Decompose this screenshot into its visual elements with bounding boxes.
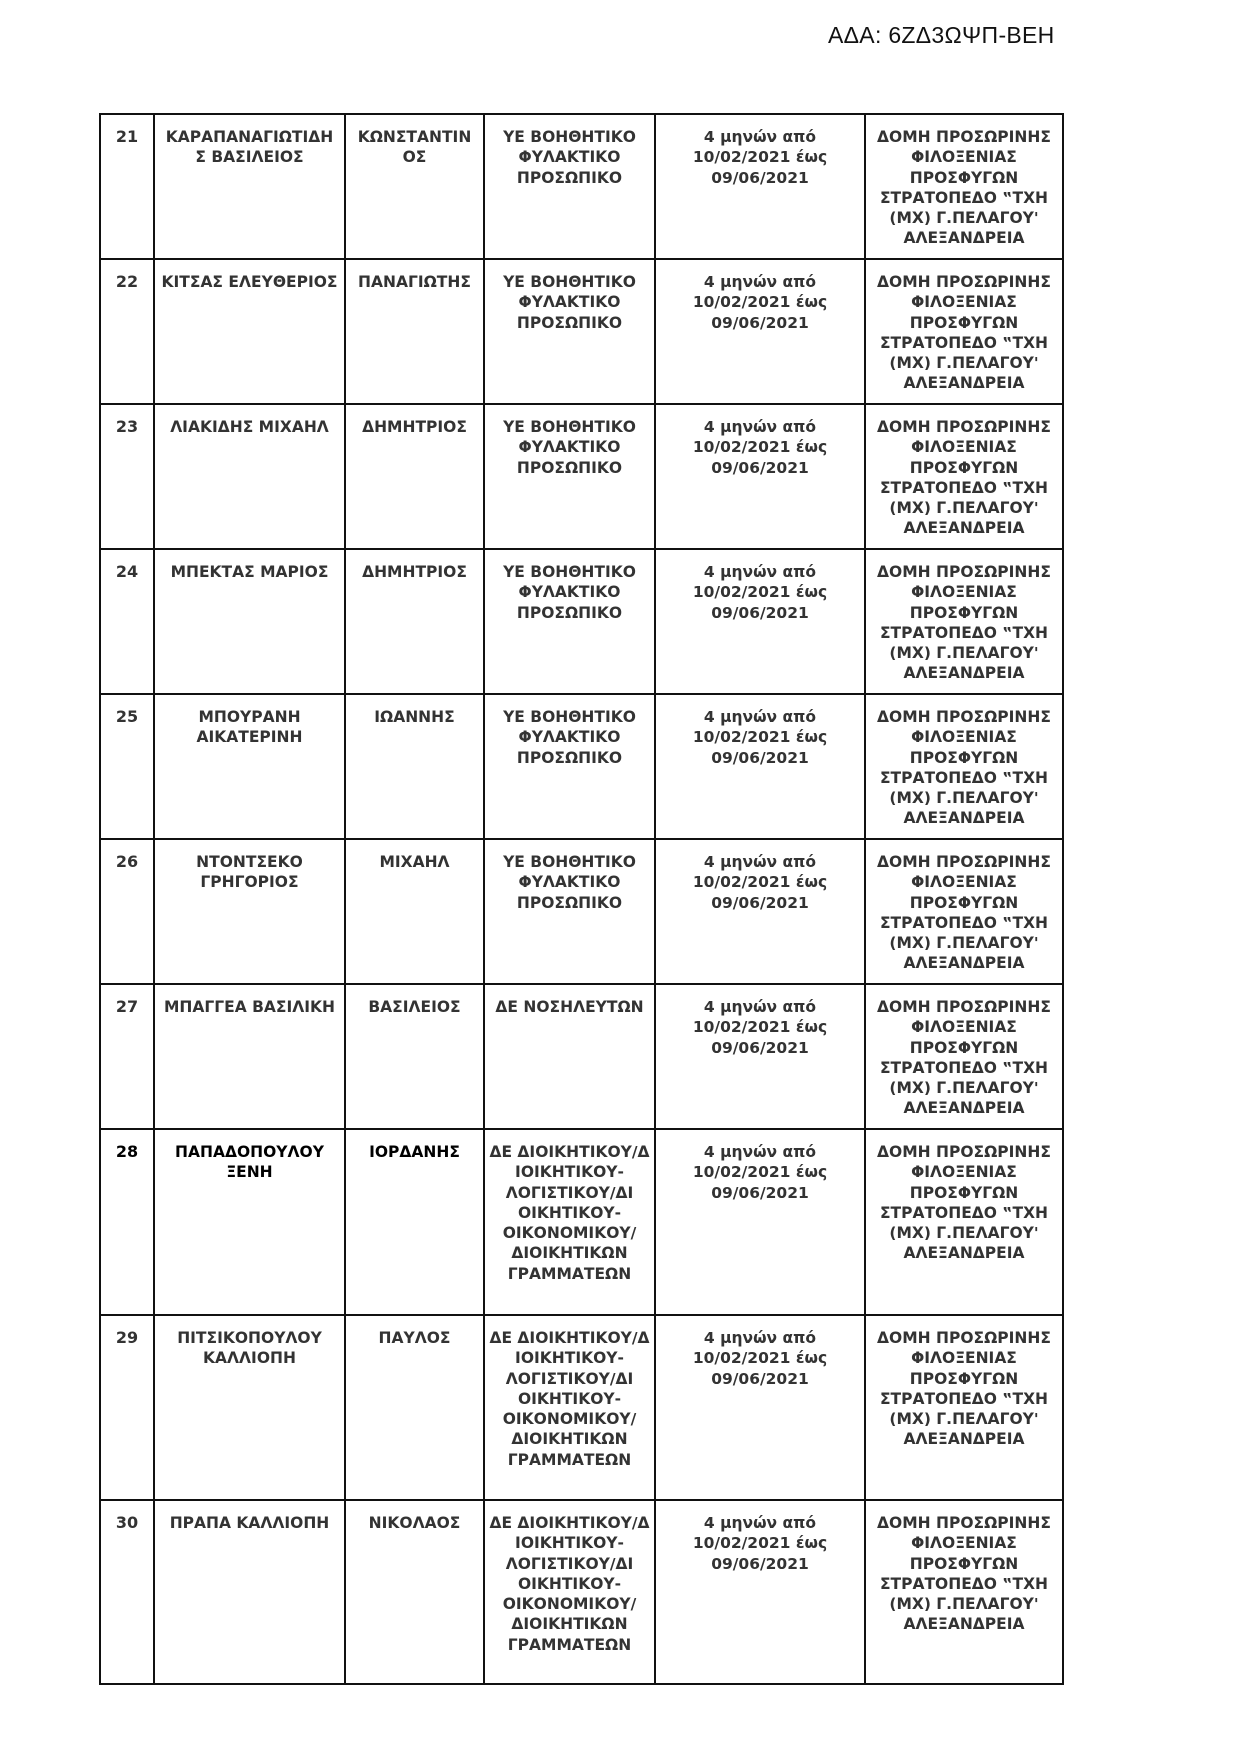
table-row bbox=[100, 694, 1063, 839]
row-number: 30 bbox=[100, 1500, 154, 1684]
employee-surname: ΜΠΑΓΓΕΑ ΒΑΣΙΛΙΚΗ bbox=[154, 984, 345, 1129]
document-ada-code: ΑΔΑ: 6ΖΔ3ΩΨΠ-ΒΕΗ bbox=[828, 22, 1055, 48]
father-name: ΚΩΝΣΤΑΝΤΙΝ ΟΣ bbox=[345, 114, 484, 259]
facility: ΔΟΜΗ ΠΡΟΣΩΡΙΝΗΣ ΦΙΛΟΞΕΝΙΑΣ ΠΡΟΣΦΥΓΩΝ ΣΤΡΑΤΟΠΕΔΟ ‟ΤΧΗ (ΜΧ) Γ.ΠΕΛΑΓΟΥ' ΑΛΕΞΑΝΔΡΕΙΑ bbox=[865, 404, 1063, 549]
row-number: 25 bbox=[100, 694, 154, 839]
row-number: 26 bbox=[100, 839, 154, 984]
contract-duration: 4 μηνών από 10/02/2021 έως 09/06/2021 bbox=[655, 1315, 865, 1500]
specialty: ΥΕ ΒΟΗΘΗΤΙΚΟ ΦΥΛΑΚΤΙΚΟ ΠΡΟΣΩΠΙΚΟ bbox=[484, 549, 655, 694]
staff-table bbox=[99, 113, 1064, 1685]
employee-surname: ΜΠΕΚΤΑΣ ΜΑΡΙΟΣ bbox=[154, 549, 345, 694]
facility: ΔΟΜΗ ΠΡΟΣΩΡΙΝΗΣ ΦΙΛΟΞΕΝΙΑΣ ΠΡΟΣΦΥΓΩΝ ΣΤΡΑΤΟΠΕΔΟ ‟ΤΧΗ (ΜΧ) Γ.ΠΕΛΑΓΟΥ' ΑΛΕΞΑΝΔΡΕΙΑ bbox=[865, 694, 1063, 839]
facility: ΔΟΜΗ ΠΡΟΣΩΡΙΝΗΣ ΦΙΛΟΞΕΝΙΑΣ ΠΡΟΣΦΥΓΩΝ ΣΤΡΑΤΟΠΕΔΟ ‟ΤΧΗ (ΜΧ) Γ.ΠΕΛΑΓΟΥ' ΑΛΕΞΑΝΔΡΕΙΑ bbox=[865, 1315, 1063, 1500]
contract-duration: 4 μηνών από 10/02/2021 έως 09/06/2021 bbox=[655, 839, 865, 984]
father-name: ΙΩΑΝΝΗΣ bbox=[345, 694, 484, 839]
facility: ΔΟΜΗ ΠΡΟΣΩΡΙΝΗΣ ΦΙΛΟΞΕΝΙΑΣ ΠΡΟΣΦΥΓΩΝ ΣΤΡΑΤΟΠΕΔΟ ‟ΤΧΗ (ΜΧ) Γ.ΠΕΛΑΓΟΥ' ΑΛΕΞΑΝΔΡΕΙΑ bbox=[865, 839, 1063, 984]
table-row bbox=[100, 1129, 1063, 1315]
facility: ΔΟΜΗ ΠΡΟΣΩΡΙΝΗΣ ΦΙΛΟΞΕΝΙΑΣ ΠΡΟΣΦΥΓΩΝ ΣΤΡΑΤΟΠΕΔΟ ‟ΤΧΗ (ΜΧ) Γ.ΠΕΛΑΓΟΥ' ΑΛΕΞΑΝΔΡΕΙΑ bbox=[865, 549, 1063, 694]
facility: ΔΟΜΗ ΠΡΟΣΩΡΙΝΗΣ ΦΙΛΟΞΕΝΙΑΣ ΠΡΟΣΦΥΓΩΝ ΣΤΡΑΤΟΠΕΔΟ ‟ΤΧΗ (ΜΧ) Γ.ΠΕΛΑΓΟΥ' ΑΛΕΞΑΝΔΡΕΙΑ bbox=[865, 114, 1063, 259]
table-row bbox=[100, 839, 1063, 984]
contract-duration: 4 μηνών από 10/02/2021 έως 09/06/2021 bbox=[655, 259, 865, 404]
table-row bbox=[100, 259, 1063, 404]
father-name: ΝΙΚΟΛΑΟΣ bbox=[345, 1500, 484, 1684]
contract-duration: 4 μηνών από 10/02/2021 έως 09/06/2021 bbox=[655, 1500, 865, 1684]
specialty: ΥΕ ΒΟΗΘΗΤΙΚΟ ΦΥΛΑΚΤΙΚΟ ΠΡΟΣΩΠΙΚΟ bbox=[484, 114, 655, 259]
table-row bbox=[100, 984, 1063, 1129]
father-name: ΙΟΡΔΑΝΗΣ bbox=[345, 1129, 484, 1315]
specialty: ΥΕ ΒΟΗΘΗΤΙΚΟ ΦΥΛΑΚΤΙΚΟ ΠΡΟΣΩΠΙΚΟ bbox=[484, 404, 655, 549]
row-number: 27 bbox=[100, 984, 154, 1129]
specialty: ΥΕ ΒΟΗΘΗΤΙΚΟ ΦΥΛΑΚΤΙΚΟ ΠΡΟΣΩΠΙΚΟ bbox=[484, 694, 655, 839]
employee-surname: ΜΠΟΥΡΑΝΗ ΑΙΚΑΤΕΡΙΝΗ bbox=[154, 694, 345, 839]
employee-surname: ΠΙΤΣΙΚΟΠΟΥΛΟΥ ΚΑΛΛΙΟΠΗ bbox=[154, 1315, 345, 1500]
contract-duration: 4 μηνών από 10/02/2021 έως 09/06/2021 bbox=[655, 984, 865, 1129]
specialty: ΔΕ ΝΟΣΗΛΕΥΤΩΝ bbox=[484, 984, 655, 1129]
father-name: ΒΑΣΙΛΕΙΟΣ bbox=[345, 984, 484, 1129]
facility: ΔΟΜΗ ΠΡΟΣΩΡΙΝΗΣ ΦΙΛΟΞΕΝΙΑΣ ΠΡΟΣΦΥΓΩΝ ΣΤΡΑΤΟΠΕΔΟ ‟ΤΧΗ (ΜΧ) Γ.ΠΕΛΑΓΟΥ' ΑΛΕΞΑΝΔΡΕΙΑ bbox=[865, 1129, 1063, 1315]
contract-duration: 4 μηνών από 10/02/2021 έως 09/06/2021 bbox=[655, 114, 865, 259]
father-name: ΠΑΝΑΓΙΩΤΗΣ bbox=[345, 259, 484, 404]
employee-surname: ΚΑΡΑΠΑΝΑΓΙΩΤΙΔΗ Σ ΒΑΣΙΛΕΙΟΣ bbox=[154, 114, 345, 259]
specialty: ΔΕ ΔΙΟΙΚΗΤΙΚΟΥ/Δ ΙΟΙΚΗΤΙΚΟΥ- ΛΟΓΙΣΤΙΚΟΥ/ΔΙ ΟΙΚΗΤΙΚΟΥ- ΟΙΚΟΝΟΜΙΚΟΥ/ ΔΙΟΙΚΗΤΙΚΩΝ ΓΡΑΜΜΑΤΕΩΝ bbox=[484, 1315, 655, 1500]
father-name: ΔΗΜΗΤΡΙΟΣ bbox=[345, 549, 484, 694]
table-row bbox=[100, 114, 1063, 259]
contract-duration: 4 μηνών από 10/02/2021 έως 09/06/2021 bbox=[655, 694, 865, 839]
row-number: 22 bbox=[100, 259, 154, 404]
father-name: ΜΙΧΑΗΛ bbox=[345, 839, 484, 984]
table-row bbox=[100, 1500, 1063, 1684]
facility: ΔΟΜΗ ΠΡΟΣΩΡΙΝΗΣ ΦΙΛΟΞΕΝΙΑΣ ΠΡΟΣΦΥΓΩΝ ΣΤΡΑΤΟΠΕΔΟ ‟ΤΧΗ (ΜΧ) Γ.ΠΕΛΑΓΟΥ' ΑΛΕΞΑΝΔΡΕΙΑ bbox=[865, 259, 1063, 404]
facility: ΔΟΜΗ ΠΡΟΣΩΡΙΝΗΣ ΦΙΛΟΞΕΝΙΑΣ ΠΡΟΣΦΥΓΩΝ ΣΤΡΑΤΟΠΕΔΟ ‟ΤΧΗ (ΜΧ) Γ.ΠΕΛΑΓΟΥ' ΑΛΕΞΑΝΔΡΕΙΑ bbox=[865, 1500, 1063, 1684]
row-number: 23 bbox=[100, 404, 154, 549]
specialty: ΔΕ ΔΙΟΙΚΗΤΙΚΟΥ/Δ ΙΟΙΚΗΤΙΚΟΥ- ΛΟΓΙΣΤΙΚΟΥ/ΔΙ ΟΙΚΗΤΙΚΟΥ- ΟΙΚΟΝΟΜΙΚΟΥ/ ΔΙΟΙΚΗΤΙΚΩΝ ΓΡΑΜΜΑΤΕΩΝ bbox=[484, 1129, 655, 1315]
facility: ΔΟΜΗ ΠΡΟΣΩΡΙΝΗΣ ΦΙΛΟΞΕΝΙΑΣ ΠΡΟΣΦΥΓΩΝ ΣΤΡΑΤΟΠΕΔΟ ‟ΤΧΗ (ΜΧ) Γ.ΠΕΛΑΓΟΥ' ΑΛΕΞΑΝΔΡΕΙΑ bbox=[865, 984, 1063, 1129]
employee-surname: ΠΑΠΑΔΟΠΟΥΛΟΥ ΞΕΝΗ bbox=[154, 1129, 345, 1315]
specialty: ΔΕ ΔΙΟΙΚΗΤΙΚΟΥ/Δ ΙΟΙΚΗΤΙΚΟΥ- ΛΟΓΙΣΤΙΚΟΥ/ΔΙ ΟΙΚΗΤΙΚΟΥ- ΟΙΚΟΝΟΜΙΚΟΥ/ ΔΙΟΙΚΗΤΙΚΩΝ ΓΡΑΜΜΑΤΕΩΝ bbox=[484, 1500, 655, 1684]
specialty: ΥΕ ΒΟΗΘΗΤΙΚΟ ΦΥΛΑΚΤΙΚΟ ΠΡΟΣΩΠΙΚΟ bbox=[484, 259, 655, 404]
row-number: 28 bbox=[100, 1129, 154, 1315]
father-name: ΔΗΜΗΤΡΙΟΣ bbox=[345, 404, 484, 549]
contract-duration: 4 μηνών από 10/02/2021 έως 09/06/2021 bbox=[655, 1129, 865, 1315]
contract-duration: 4 μηνών από 10/02/2021 έως 09/06/2021 bbox=[655, 404, 865, 549]
employee-surname: ΚΙΤΣΑΣ ΕΛΕΥΘΕΡΙΟΣ bbox=[154, 259, 345, 404]
employee-surname: ΠΡΑΠΑ ΚΑΛΛΙΟΠΗ bbox=[154, 1500, 345, 1684]
row-number: 24 bbox=[100, 549, 154, 694]
employee-surname: ΛΙΑΚΙΔΗΣ ΜΙΧΑΗΛ bbox=[154, 404, 345, 549]
row-number: 29 bbox=[100, 1315, 154, 1500]
specialty: ΥΕ ΒΟΗΘΗΤΙΚΟ ΦΥΛΑΚΤΙΚΟ ΠΡΟΣΩΠΙΚΟ bbox=[484, 839, 655, 984]
table-row bbox=[100, 1315, 1063, 1500]
table-row bbox=[100, 404, 1063, 549]
row-number: 21 bbox=[100, 114, 154, 259]
father-name: ΠΑΥΛΟΣ bbox=[345, 1315, 484, 1500]
employee-surname: ΝΤΟΝΤΣΕΚΟ ΓΡΗΓΟΡΙΟΣ bbox=[154, 839, 345, 984]
contract-duration: 4 μηνών από 10/02/2021 έως 09/06/2021 bbox=[655, 549, 865, 694]
table-row bbox=[100, 549, 1063, 694]
